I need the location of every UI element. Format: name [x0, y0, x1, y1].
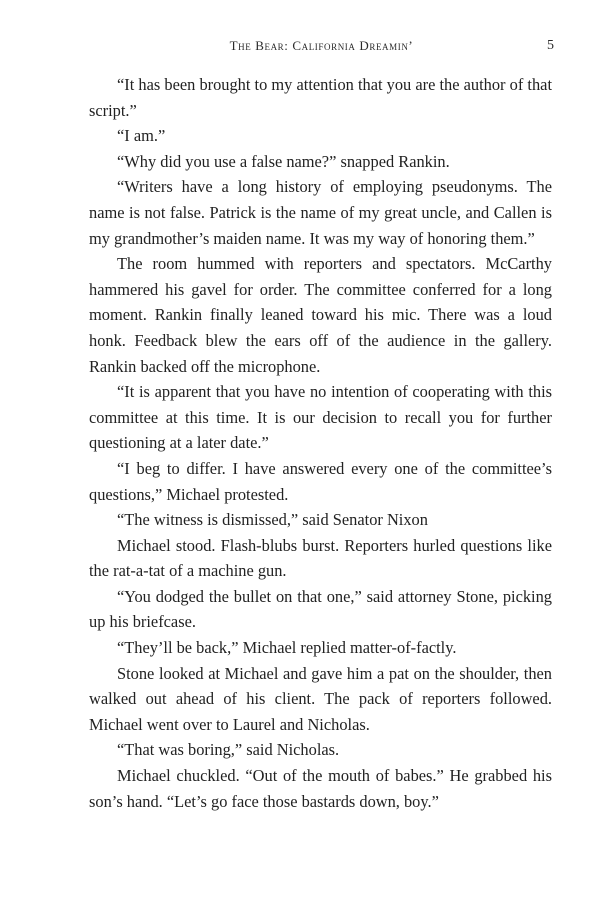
- running-head: The Bear: California Dreamin’: [229, 38, 414, 53]
- paragraph: Michael chuckled. “Out of the mouth of babes.” He grabbed his son’s hand. “Let’s go face those bastards down, boy.”: [89, 766, 552, 811]
- paragraph: “That was boring,” said Nicholas.: [117, 740, 340, 760]
- paragraph: “They’ll be back,” Michael replied matter-of-factly.: [117, 638, 457, 658]
- page-number: 5: [547, 38, 554, 53]
- paragraph: “Why did you use a false name?” snapped Rankin.: [117, 151, 450, 171]
- paragraph: “It is apparent that you have no intention of cooperating with this committee at this time. It is our decision to recall you for further questioning at a later date.”: [89, 382, 552, 453]
- paragraph: “It has been brought to my attention that you are the author of that script.”: [89, 75, 552, 120]
- body-text: [89, 72, 552, 814]
- paragraph: “I am.”: [117, 126, 166, 146]
- paragraph: “You dodged the bullet on that one,” said attorney Stone, picking up his briefcase.: [89, 586, 552, 632]
- paragraph: Michael stood. Flash-blubs burst. Reporters hurled questions like the rat-a-tat of a machine gun.: [89, 535, 552, 581]
- paragraph: The room hummed with reporters and spectators. McCarthy hammered his gavel for order. The committee conferred for a long moment. Rankin finally leaned toward his mic. There was a loud honk. Feedback blew the ears off of the audience in the gallery. Rankin backed off the microphone.: [89, 254, 552, 376]
- page-header: [89, 38, 554, 58]
- paragraph: Stone looked at Michael and gave him a pat on the shoulder, then walked out ahead of his client. The pack of reporters followed. Michael went over to Laurel and Nicholas.: [89, 663, 552, 734]
- paragraph: “Writers have a long history of employing pseudonyms. The name is not false. Patrick is the name of my great uncle, and Callen is my grandmother’s maiden name. It was my way of honoring them.”: [89, 177, 552, 248]
- paragraph: “I beg to differ. I have answered every one of the committee’s questions,” Michael protested.: [89, 458, 552, 504]
- paragraph: “The witness is dismissed,” said Senator Nixon: [117, 510, 428, 530]
